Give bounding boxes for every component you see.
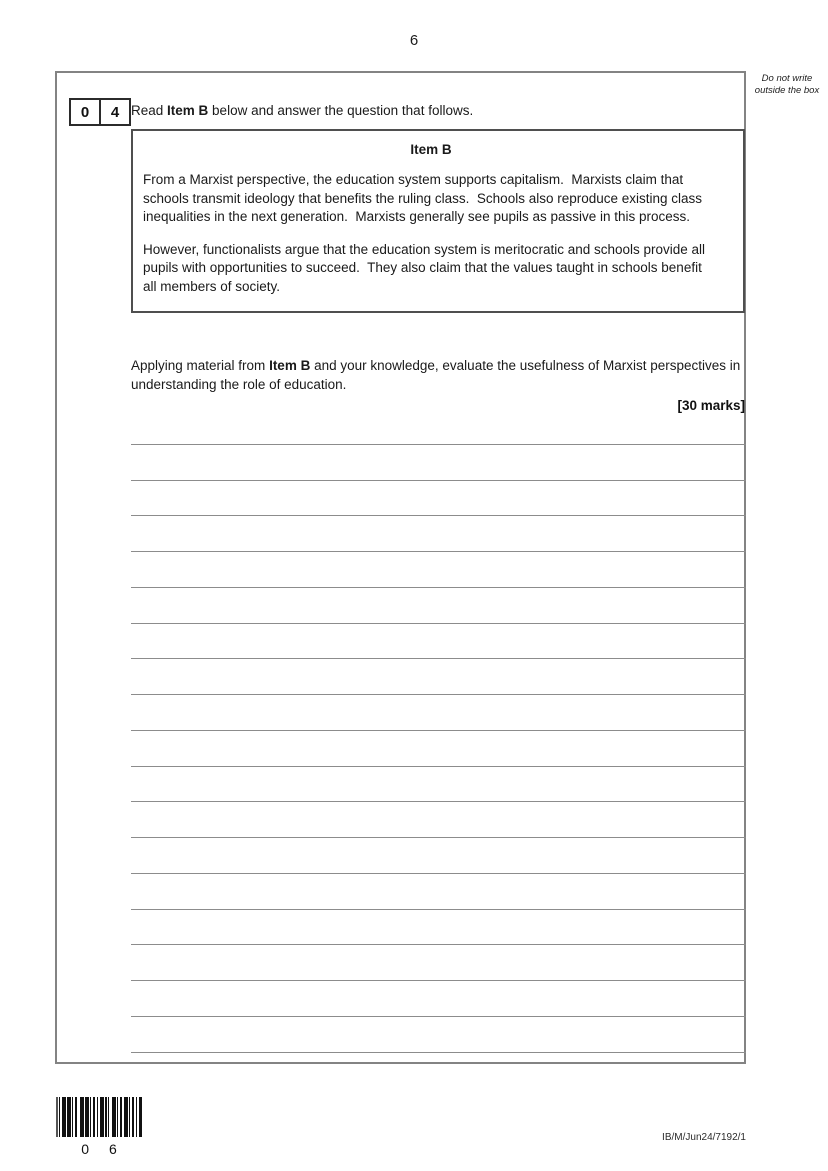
answer-line <box>131 838 746 874</box>
answer-line <box>131 516 746 552</box>
prompt-prefix: Applying material from <box>131 358 270 373</box>
question-number-digit: 4 <box>99 100 129 124</box>
prompt-item-ref: Item B <box>269 358 311 373</box>
answer-line <box>131 910 746 946</box>
instruction-prefix: Read <box>131 103 168 118</box>
question-area-box <box>55 71 746 1064</box>
margin-instruction: Do not write outside the box <box>754 73 820 96</box>
item-b-paragraph-2: However, functionalists argue that the education system is meritocratic and schools provide all pupils with opportunities to succeed. They also claim that the values taught in schools benefit all members of society. <box>143 241 709 294</box>
answer-line <box>131 731 746 767</box>
prompt-suffix: and your knowledge, evaluate the usefulness of Marxist perspectives in understanding the role of education. <box>131 358 745 392</box>
answer-line <box>131 945 746 981</box>
barcode-block <box>56 1097 142 1157</box>
instruction-suffix: below and answer the question that follows. <box>208 103 474 118</box>
answer-line <box>131 695 746 731</box>
answer-line <box>131 659 746 695</box>
barcode-digit: 6 <box>109 1141 117 1157</box>
answer-line <box>131 588 746 624</box>
answer-line <box>131 767 746 803</box>
answer-line <box>131 802 746 838</box>
barcode-digits <box>56 1141 142 1157</box>
question-prompt <box>131 356 745 394</box>
question-block <box>131 356 745 413</box>
question-instruction <box>131 103 473 118</box>
paper-reference: IB/M/Jun24/7192/1 <box>662 1132 746 1143</box>
marks-label: [30 marks] <box>677 398 745 413</box>
item-b-title: Item B <box>410 142 452 157</box>
barcode-digit: 0 <box>81 1141 89 1157</box>
answer-line <box>131 481 746 517</box>
answer-lines <box>131 409 746 1053</box>
answer-line <box>131 874 746 910</box>
answer-line <box>131 981 746 1017</box>
item-b-paragraph-1: From a Marxist perspective, the education system supports capitalism. Marxists claim that schools transmit ideology that benefits the ruling class. Schools also reproduce existing class inequalities in the next generation. Marxists generally see pupils as passive in this process. <box>143 172 706 225</box>
question-number-box <box>69 98 131 126</box>
instruction-item-ref: Item B <box>167 103 209 118</box>
item-b-box <box>131 129 745 313</box>
answer-line <box>131 624 746 660</box>
answer-line <box>131 1017 746 1053</box>
question-number-digit: 0 <box>80 103 90 121</box>
answer-line <box>131 552 746 588</box>
page-number: 6 <box>409 32 419 49</box>
answer-line <box>131 445 746 481</box>
barcode-icon <box>56 1097 142 1137</box>
answer-line <box>131 409 746 445</box>
